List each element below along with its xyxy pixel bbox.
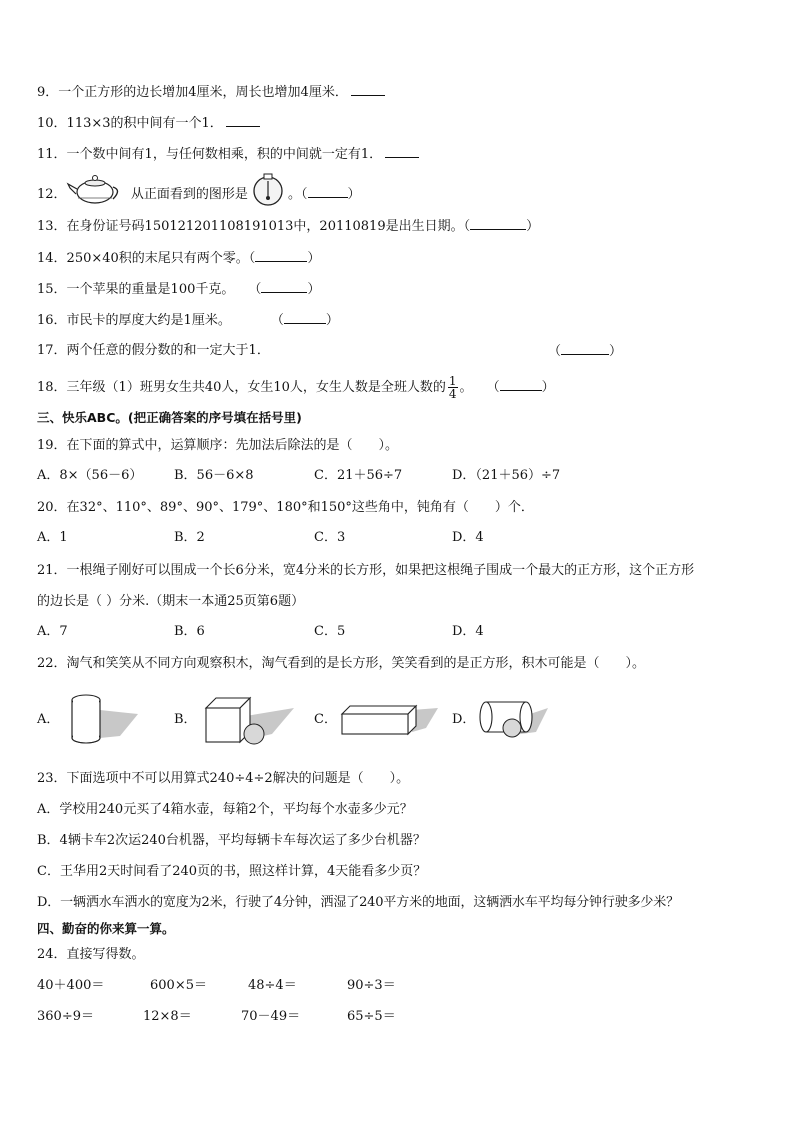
question-20: 20．在32°、110°、89°、90°、179°、180°和150°这些角中，钝角有（ ）个． [37, 500, 534, 515]
question-9: 9．一个正方形的边长增加4厘米，周长也增加4厘米． [37, 83, 388, 102]
q23-option-d[interactable]: D．一辆洒水车洒水的宽度为2米，行驶了4分钟，洒湿了240平方米的地面，这辆洒水车平均每分钟行驶多少米？ [37, 895, 679, 910]
question-19: 19．在下面的算式中，运算顺序：先加法后除法的是（ ）。 [37, 438, 399, 453]
answer-blank-18[interactable] [500, 378, 542, 391]
calc-item[interactable]: 70－49＝ [241, 1009, 301, 1024]
teapot-front-view-icon [250, 172, 286, 206]
q21-option-d[interactable]: D．4 [452, 624, 484, 639]
q21-option-b[interactable]: B．6 [174, 624, 205, 639]
answer-blank-11[interactable] [385, 145, 419, 158]
question-13: 13．在身份证号码150121201108191013中，20110819是出生日期。（ ） [37, 219, 540, 234]
q20-option-c[interactable]: C．3 [314, 530, 346, 545]
question-17: 17．两个任意的假分数的和一定大于1． [37, 343, 270, 358]
question-14: 14．250×40积的末尾只有两个零。（ ） [37, 251, 321, 266]
calc-item[interactable]: 40＋400＝ [37, 978, 105, 993]
question-12: 12． 从正面看到的图形是 。（ ） [37, 187, 361, 202]
answer-blank-9[interactable] [351, 83, 385, 96]
q19-option-d[interactable]: D．（21＋56）÷7 [452, 468, 561, 483]
q20-option-a[interactable]: A．1 [37, 530, 68, 545]
q19-option-b[interactable]: B．56－6×8 [174, 468, 254, 483]
answer-blank-13[interactable] [470, 217, 526, 230]
cylinder-icon [66, 692, 142, 748]
q23-option-c[interactable]: C．王华用2天时间看了240页的书，照这样计算，4天能看多少页？ [37, 864, 427, 879]
section-4-title: 四、勤奋的你来算一算。 [37, 921, 175, 936]
answer-blank-10[interactable] [226, 114, 260, 127]
question-21-line-1: 21．一根绳子刚好可以围成一个长6分米，宽4分米的长方形，如果把这根绳子围成一个最大的正方形，这个正方形 [37, 563, 695, 578]
question-18: 18．三年级（1）班男女生共40人，女生10人，女生人数是全班人数的 $\frac{1}{4}$ 。 （ ） [37, 374, 555, 401]
question-22: 22．淘气和笑笑从不同方向观察积木，淘气看到的是长方形，笑笑看到的是正方形，积木可能是（ ）。 [37, 656, 646, 671]
answer-blank-15[interactable] [261, 280, 307, 293]
q20-option-b[interactable]: B．2 [174, 530, 205, 545]
q19-option-a[interactable]: A．8×（56－6） [37, 468, 143, 483]
teapot-icon [66, 172, 124, 206]
question-16: 16．市民卡的厚度大约是1厘米。 （ ） [37, 313, 339, 328]
answer-blank-12[interactable] [308, 185, 348, 198]
lying-cylinder-with-ball-icon [476, 696, 550, 744]
fraction-one-quarter: $\frac{1}{4}$ [448, 374, 457, 401]
question-23: 23．下面选项中不可以用算式240÷4÷2解决的问题是（ ）。 [37, 771, 410, 786]
calc-item[interactable]: 90÷3＝ [347, 978, 396, 993]
answer-blank-14[interactable] [255, 249, 307, 262]
q22-option-b[interactable]: B． [174, 712, 197, 727]
q20-option-d[interactable]: D．4 [452, 530, 484, 545]
q21-option-c[interactable]: C．5 [314, 624, 346, 639]
calc-item[interactable]: 12×8＝ [143, 1009, 192, 1024]
question-21-line-2: 的边长是（ ）分米.（期末一本通25页第6题） [37, 594, 305, 609]
q21-option-a[interactable]: A．7 [37, 624, 68, 639]
calc-item[interactable]: 600×5＝ [150, 978, 207, 993]
q23-option-a[interactable]: A．学校用240元买了4箱水壶，每箱2个，平均每个水壶多少元？ [37, 802, 413, 817]
question-24: 24．直接写得数。 [37, 947, 145, 962]
question-11: 11．一个数中间有1，与任何数相乘，积的中间就一定有1． [37, 145, 422, 164]
calc-item[interactable]: 360÷9＝ [37, 1009, 94, 1024]
answer-paren-17: （ ） [548, 344, 623, 359]
cube-with-ball-icon [202, 694, 296, 748]
question-10: 10．113×3的积中间有一个1． [37, 114, 263, 133]
q22-option-c[interactable]: C． [314, 712, 337, 727]
q22-option-a[interactable]: A． [37, 712, 60, 727]
q19-option-c[interactable]: C．21＋56÷7 [314, 468, 403, 483]
calc-item[interactable]: 65÷5＝ [347, 1009, 396, 1024]
q22-option-d[interactable]: D． [452, 712, 476, 727]
answer-blank-16[interactable] [284, 311, 326, 324]
q23-option-b[interactable]: B．4辆卡车2次运240台机器，平均每辆卡车每次运了多少台机器？ [37, 833, 426, 848]
question-15: 15．一个苹果的重量是100千克。 （ ） [37, 282, 321, 297]
cuboid-icon [340, 700, 440, 740]
section-3-title: 三、快乐ABC。(把正确答案的序号填在括号里) [37, 410, 302, 425]
calc-item[interactable]: 48÷4＝ [248, 978, 297, 993]
answer-blank-17[interactable] [561, 342, 609, 355]
